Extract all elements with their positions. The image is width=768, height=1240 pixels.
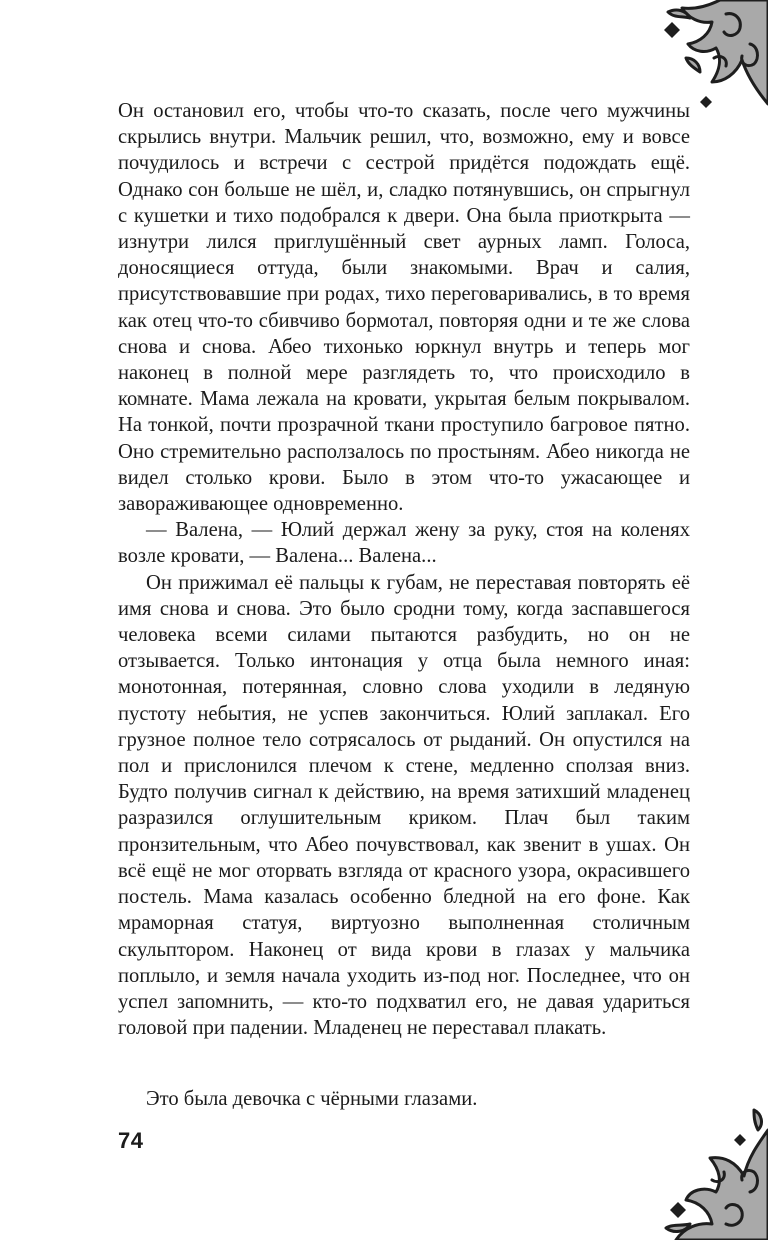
paragraph-1: Он остановил его, чтобы что-то сказать, после чего мужчины скрылись внутри. Мальчик решил, что, возможно, ему и вовсе почудилось и встречи с сестрой придётся подождать ещё. Однако сон больше не шёл, и, сладко потянувшись, он спрыгнул с кушетки и тихо подобрался к двери. Она была приоткрыта — изнутри лился приглушённый свет аурных ламп. Голоса, доносящиеся оттуда, были знакомыми. Врач и салия, присутствовавшие при родах, тихо переговаривались, в то время как отец что-то сбивчиво бормотал, повторяя одни и те же слова снова и снова. Абео тихонько юркнул внутрь и теперь мог наконец в полной мере разглядеть то, что происходило в комнате. Мама лежала на кровати, укрытая белым покрывалом. На тонкой, почти прозрачной ткани проступило багровое пятно. Оно стремительно расползалось по простыням. Абео никогда не видел столько крови. Было в этом что-то ужасающее и завораживающее одновременно. xyxy=(118,100,690,516)
page-number: 74 xyxy=(118,1128,144,1153)
corner-ornament-bottom xyxy=(608,1100,768,1240)
paragraph-3: Он прижимал её пальцы к губам, не переставая повторять её имя снова и снова. Это было сродни тому, когда заспавшегося человека всеми силами пытаются разбудить, но он не отзывается. Только интонация у отца была немного иная: монотонная, потерянная, словно слова уходили в ледяную пустоту небытия, не успев закончиться. Юлий заплакал. Его грузное полное тело сотрясалось от рыданий. Он опустился на пол и прислонился плечом к стене, медленно сползая вниз. Будто получив сигнал к действию, на время затихший младенец разразился оглушительным криком. Плач был таким пронзительным, что Абео почувствовал, как звенит в ушах. Он всё ещё не мог оторвать взгляда от красного узора, окрасившего постель. Мама казалась особенно бледной на его фоне. Как мраморная статуя, виртуозно выполненная столичным скульптором. Наконец от вида крови в глазах у мальчика поплыло, и земля начала уходить из-под ног. Последнее, что он успел запомнить, — кто-то подхватил его, не давая удариться головой при падении. Младенец не переставал плакать. xyxy=(118,571,690,1040)
closing-line: Это была девочка с чёрными глазами. xyxy=(146,1088,478,1110)
body-text xyxy=(118,98,690,1041)
paragraph-2-dialogue: — Валена, — Юлий держал жену за руку, стоя на коленях возле кровати, — Валена... Валена... xyxy=(118,519,690,568)
